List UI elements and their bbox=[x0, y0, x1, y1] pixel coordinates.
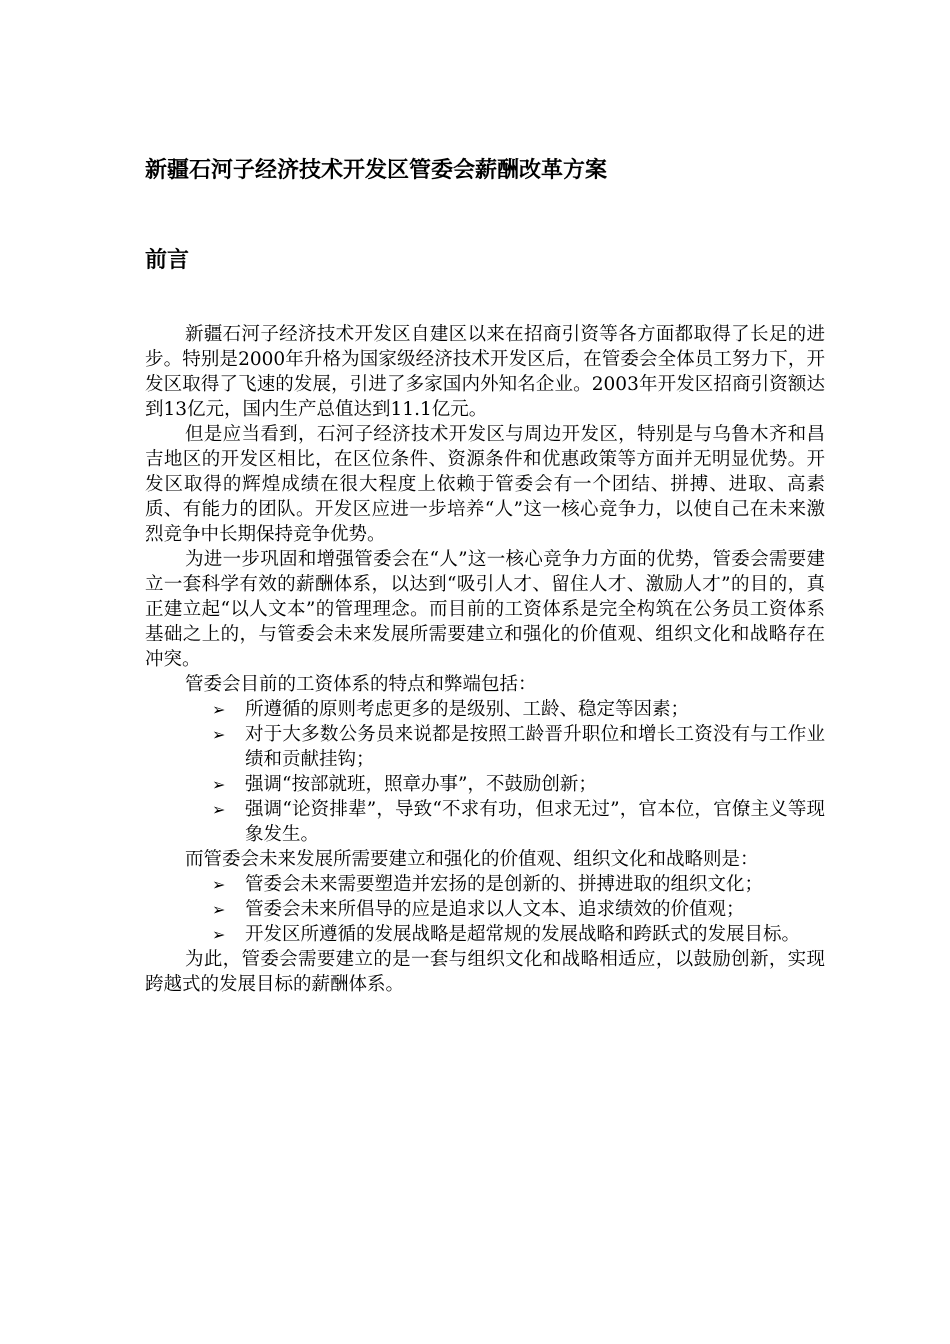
current-issues-list bbox=[145, 697, 825, 847]
paragraph-6: 为此，管委会需要建立的是一套与组织文化和战略相适应，以鼓励创新，实现跨越式的发展目标的薪酬体系。 bbox=[145, 949, 825, 995]
section-heading-preface: 前言 bbox=[145, 248, 190, 273]
arrow-bullet-icon: ➢ bbox=[212, 800, 226, 819]
future-values-list bbox=[145, 872, 825, 947]
arrow-bullet-icon: ➢ bbox=[212, 700, 226, 719]
list-item-text: 对于大多数公务员来说都是按照工龄晋升职位和增长工资没有与工作业绩和贡献挂钩； bbox=[245, 724, 825, 770]
paragraph-3: 为进一步巩固和增强管委会在“人”这一核心竞争力方面的优势，管委会需要建立一套科学有效的薪酬体系，以达到“吸引人才、留住人才、激励人才”的目的，真正建立起“以人文本”的管理理念。而目前的工资体系是完全构筑在公务员工资体系基础之上的，与管委会未来发展所需要建立和强化的价值观、组织文化和战略存在冲突。 bbox=[145, 549, 825, 670]
list-item bbox=[212, 872, 825, 897]
list-item-text: 强调“按部就班，照章办事”，不鼓励创新； bbox=[245, 774, 597, 795]
list-item bbox=[212, 797, 825, 847]
paragraph-1: 新疆石河子经济技术开发区自建区以来在招商引资等各方面都取得了长足的进步。特别是2000年升格为国家级经济技术开发区后，在管委会全体员工努力下，开发区取得了飞速的发展，引进了多家国内外知名企业。2003年开发区招商引资额达到13亿元，国内生产总值达到11.1亿元。 bbox=[145, 324, 825, 420]
paragraph-4: 管委会目前的工资体系的特点和弊端包括： bbox=[185, 674, 537, 695]
list-item-text: 强调“论资排辈”，导致“不求有功，但求无过”，官本位，官僚主义等现象发生。 bbox=[245, 799, 825, 845]
list-item bbox=[212, 922, 825, 947]
arrow-bullet-icon: ➢ bbox=[212, 925, 226, 944]
list-item bbox=[212, 697, 825, 722]
arrow-bullet-icon: ➢ bbox=[212, 875, 226, 894]
list-item-text: 所遵循的原则考虑更多的是级别、工龄、稳定等因素； bbox=[245, 699, 690, 720]
paragraph-2: 但是应当看到，石河子经济技术开发区与周边开发区，特别是与乌鲁木齐和昌吉地区的开发区相比，在区位条件、资源条件和优惠政策等方面并无明显优势。开发区取得的辉煌成绩在很大程度上依赖于管委会有一个团结、拼搏、进取、高素质、有能力的团队。开发区应进一步培养“人”这一核心竞争力，以使自己在未来激烈竞争中长期保持竞争优势。 bbox=[145, 424, 825, 545]
arrow-bullet-icon: ➢ bbox=[212, 725, 226, 744]
list-item bbox=[212, 722, 825, 772]
list-item-text: 管委会未来需要塑造并宏扬的是创新的、拼搏进取的组织文化； bbox=[245, 874, 764, 895]
list-item-text: 管委会未来所倡导的应是追求以人文本、追求绩效的价值观； bbox=[245, 899, 745, 920]
document-title: 新疆石河子经济技术开发区管委会薪酬改革方案 bbox=[145, 158, 608, 183]
arrow-bullet-icon: ➢ bbox=[212, 775, 226, 794]
document-body bbox=[145, 322, 825, 997]
list-item-text: 开发区所遵循的发展战略是超常规的发展战略和跨跃式的发展目标。 bbox=[245, 924, 801, 945]
paragraph-5: 而管委会未来发展所需要建立和强化的价值观、组织文化和战略则是： bbox=[185, 849, 759, 870]
list-item bbox=[212, 772, 825, 797]
arrow-bullet-icon: ➢ bbox=[212, 900, 226, 919]
list-item bbox=[212, 897, 825, 922]
